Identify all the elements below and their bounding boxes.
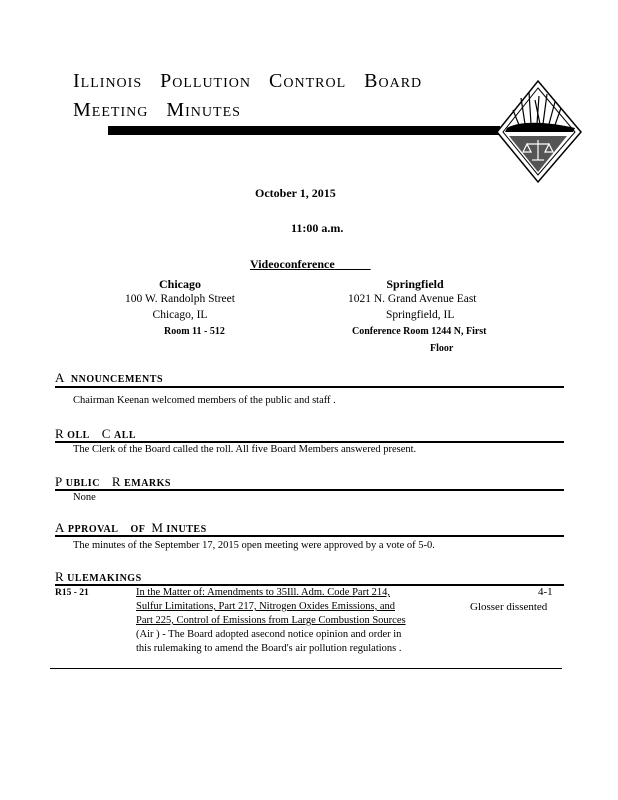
closing-rule <box>50 668 562 669</box>
chicago-street: 100 W. Randolph Street <box>125 293 235 305</box>
public-remarks-text: None <box>73 492 96 503</box>
section-heading-roll-call: R OLL C ALL <box>55 426 137 441</box>
document-title: MEETING MINUTES <box>73 99 241 121</box>
roll-call-text: The Clerk of the Board called the roll. All five Board Members answered present. <box>73 444 417 455</box>
springfield-city: Springfield, IL <box>386 309 455 321</box>
section-heading-public-remarks: P UBLIC R EMARKS <box>55 474 171 489</box>
approval-text: The minutes of the September 17, 2015 open meeting were approved by a vote of 5-0. <box>73 540 435 551</box>
chicago-room: Room 11 - 512 <box>164 326 225 337</box>
board-logo-icon <box>495 78 585 186</box>
header-rule <box>108 126 500 135</box>
springfield-room-floor: Floor <box>430 343 454 354</box>
rulemaking-docket: R15 - 21 <box>55 588 89 598</box>
section-rule <box>55 441 564 443</box>
springfield-room: Conference Room 1244 N, First <box>352 326 487 337</box>
section-heading-approval-of-minutes: A PPROVAL OF M INUTES <box>55 520 207 535</box>
section-rule <box>55 535 564 537</box>
section-heading-rulemakings: R ULEMAKINGS <box>55 569 142 584</box>
announcements-text: Chairman Keenan welcomed members of the public and staff . <box>73 395 336 406</box>
rulemaking-dissent: Glosser dissented <box>470 601 548 613</box>
rulemaking-description: In the Matter of: Amendments to 35Ill. Adm. Code Part 214, Sulfur Limitations, Part 217, Nitrogen Oxides Emissions, and Part 225, Control of Emissions from Large Combustion Sources (Air ) - The Board adopted asecond notice opinion and order in this rulemaking to amend the Board's air pollution regulations . <box>136 587 406 654</box>
section-rule <box>55 386 564 388</box>
chicago-name: Chicago <box>159 277 201 291</box>
meeting-date: October 1, 2015 <box>255 186 336 200</box>
meeting-format: Videoconference <box>250 257 335 271</box>
section-rule <box>55 489 564 491</box>
springfield-name: Springfield <box>386 277 444 291</box>
meeting-time: 11:00 a.m. <box>291 221 344 235</box>
board-title: ILLINOIS POLLUTION CONTROL BOARD <box>73 70 423 92</box>
chicago-city: Chicago, IL <box>152 309 208 321</box>
rulemaking-vote: 4-1 <box>538 586 553 598</box>
springfield-street: 1021 N. Grand Avenue East <box>348 293 477 305</box>
section-heading-announcements: A NNOUNCEMENTS <box>55 370 164 385</box>
